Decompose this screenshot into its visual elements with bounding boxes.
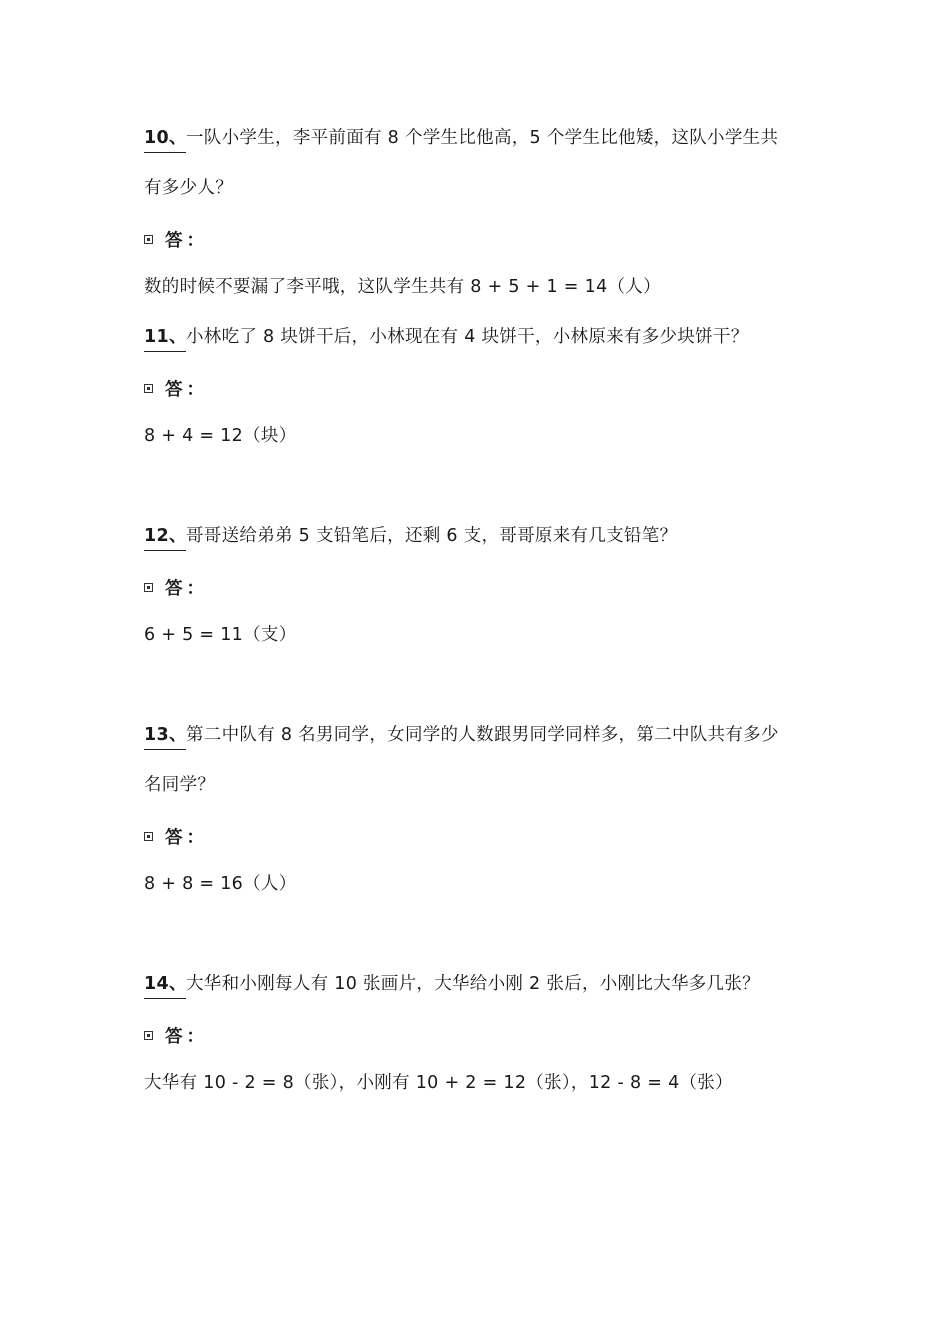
answer-text: 数的时候不要漏了李平哦，这队学生共有 8 + 5 + 1 = 14（人） <box>144 277 661 297</box>
answer-label: 答： <box>165 380 208 400</box>
bullet-square-icon <box>144 1031 153 1040</box>
question-text: 第二中队有 8 名男同学，女同学的人数跟男同学同样多，第二中队共有多少 <box>186 725 779 745</box>
bullet-square-icon <box>144 832 153 841</box>
question-number: 11、 <box>144 325 186 352</box>
question-13 <box>144 723 779 750</box>
question-text: 一队小学生，李平前面有 8 个学生比他高，5 个学生比他矮，这队小学生共 <box>186 128 779 148</box>
question-text: 小林吃了 8 块饼干后，小林现在有 4 块饼干，小林原来有多少块饼干？ <box>186 327 749 347</box>
answer-text: 8 + 4 = 12（块） <box>144 426 297 446</box>
answer-label: 答： <box>165 231 208 251</box>
bullet-square-icon <box>144 235 153 244</box>
answer-label: 答： <box>165 828 208 848</box>
answer-text: 6 + 5 = 11（支） <box>144 625 297 645</box>
answer-label-row <box>144 378 208 402</box>
question-12 <box>144 524 677 551</box>
question-text: 大华和小刚每人有 10 张画片，大华给小刚 2 张后，小刚比大华多几张？ <box>186 974 760 994</box>
question-11 <box>144 325 749 352</box>
question-number: 13、 <box>144 723 186 750</box>
question-text: 哥哥送给弟弟 5 支铅笔后，还剩 6 支，哥哥原来有几支铅笔？ <box>186 526 678 546</box>
question-13-continued <box>144 773 215 797</box>
answer-label-row <box>144 229 208 253</box>
answer-label: 答： <box>165 579 208 599</box>
question-number: 10、 <box>144 126 186 153</box>
question-text: 有多少人？ <box>144 178 233 198</box>
question-number: 12、 <box>144 524 186 551</box>
question-10-continued <box>144 176 233 200</box>
question-14 <box>144 972 760 999</box>
bullet-square-icon <box>144 384 153 393</box>
question-number: 14、 <box>144 972 186 999</box>
bullet-square-icon <box>144 583 153 592</box>
answer-label-row <box>144 826 208 850</box>
question-10 <box>144 126 778 153</box>
answer-label: 答： <box>165 1027 208 1047</box>
answer-label-row <box>144 577 208 601</box>
answer-label-row <box>144 1025 208 1049</box>
answer-text: 8 + 8 = 16（人） <box>144 874 297 894</box>
answer-text: 大华有 10 - 2 = 8（张），小刚有 10 + 2 = 12（张），12 - 8 = 4（张） <box>144 1073 733 1093</box>
question-text: 名同学？ <box>144 775 216 795</box>
